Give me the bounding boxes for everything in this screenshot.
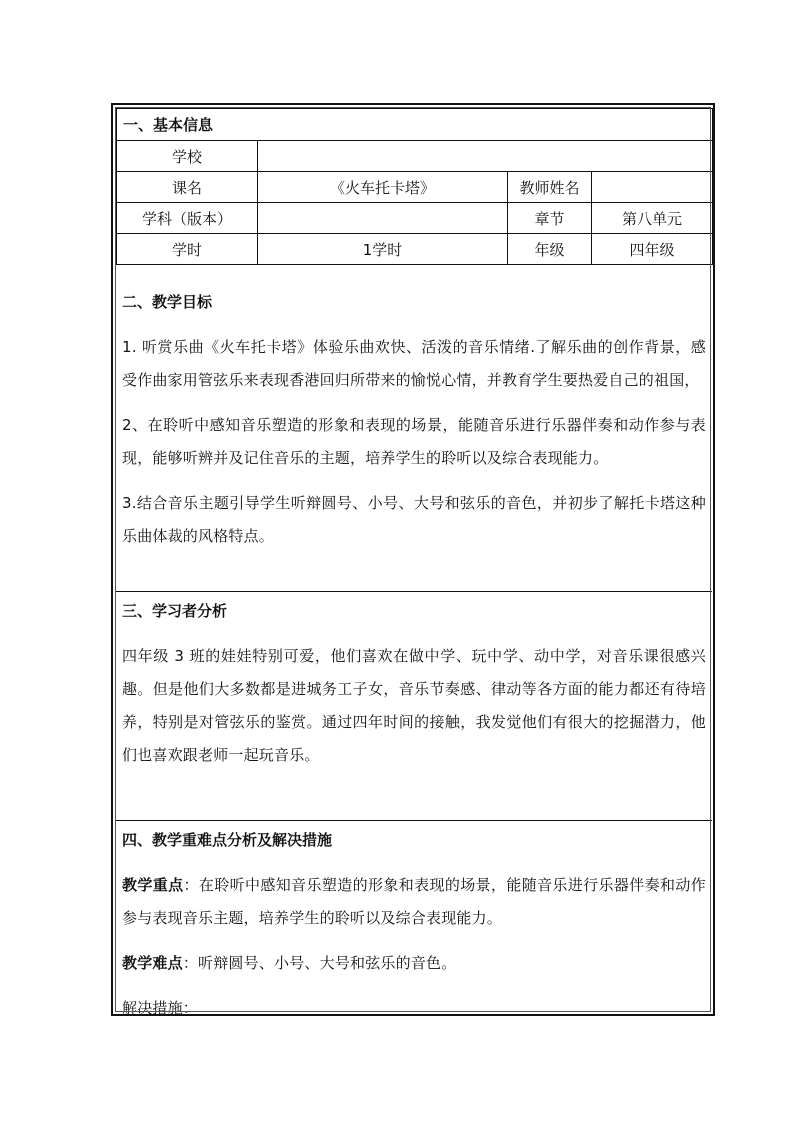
- keypoints-section: [116, 820, 712, 1015]
- hours-label: 学时: [117, 234, 258, 265]
- focus-text: ：在聆听中感知音乐塑造的形象和表现的场景，能随音乐进行乐器伴奏和动作参与表现音乐主题，培养学生的聆听以及综合表现能力。: [122, 876, 706, 927]
- learners-text: 四年级 3 班的娃娃特别可爱，他们喜欢在做中学、玩中学、动中学，对音乐课很感兴趣。但是他们大多数都是进城务工子女，音乐节奏感、律动等各方面的能力都还有待培养，特别是对管弦乐的鉴赏。通过四年时间的接触，我发觉他们有很大的挖掘潜力，他们也喜欢跟老师一起玩音乐。: [122, 647, 706, 764]
- teacher-value: [592, 172, 713, 203]
- basic-info-heading: 一、基本信息: [117, 109, 713, 141]
- subject-label: 学科（版本）: [117, 203, 258, 234]
- grade-label: 年级: [508, 234, 592, 265]
- teacher-label: 教师姓名: [508, 172, 592, 203]
- difficulty-text: ：听辩圆号、小号、大号和弦乐的音色。: [182, 954, 457, 972]
- objective-item-3: 3.结合音乐主题引导学生听辩圆号、小号、大号和弦乐的音色，并初步了解托卡塔这种乐曲体裁的风格特点。: [122, 494, 706, 545]
- objective-item-2: 2、在聆听中感知音乐塑造的形象和表现的场景，能随音乐进行乐器伴奏和动作参与表现，能够听辨并及记住音乐的主题，培养学生的聆听以及综合表现能力。: [122, 416, 706, 467]
- school-value: [258, 141, 713, 172]
- chapter-label: 章节: [508, 203, 592, 234]
- objectives-heading: 二、教学目标: [122, 293, 213, 311]
- teaching-difficulty: [122, 947, 706, 980]
- learners-section: [116, 591, 712, 821]
- objective-item-1: 1. 听赏乐曲《火车托卡塔》体验乐曲欢快、活泼的音乐情绪.了解乐曲的创作背景，感受作曲家用管弦乐来表现香港回归所带来的愉悦心情，并教育学生要热爱自己的祖国，: [122, 338, 706, 389]
- hours-value: 1学时: [258, 234, 508, 265]
- focus-label: 教学重点: [122, 876, 184, 894]
- learners-heading: 三、学习者分析: [122, 602, 228, 620]
- measures-label: 解决措施：: [122, 999, 199, 1017]
- difficulty-label: 教学难点: [122, 954, 183, 972]
- grade-value: 四年级: [592, 234, 713, 265]
- course-value: 《火车托卡塔》: [258, 172, 508, 203]
- basic-info-table: [116, 108, 713, 265]
- teaching-focus: [122, 869, 706, 935]
- subject-value: [258, 203, 508, 234]
- school-label: 学校: [117, 141, 258, 172]
- course-label: 课名: [117, 172, 258, 203]
- chapter-value: 第八单元: [592, 203, 713, 234]
- objectives-section: [116, 283, 712, 592]
- keypoints-heading: 四、教学重难点分析及解决措施: [122, 831, 333, 849]
- lesson-plan-sheet: [111, 103, 715, 1016]
